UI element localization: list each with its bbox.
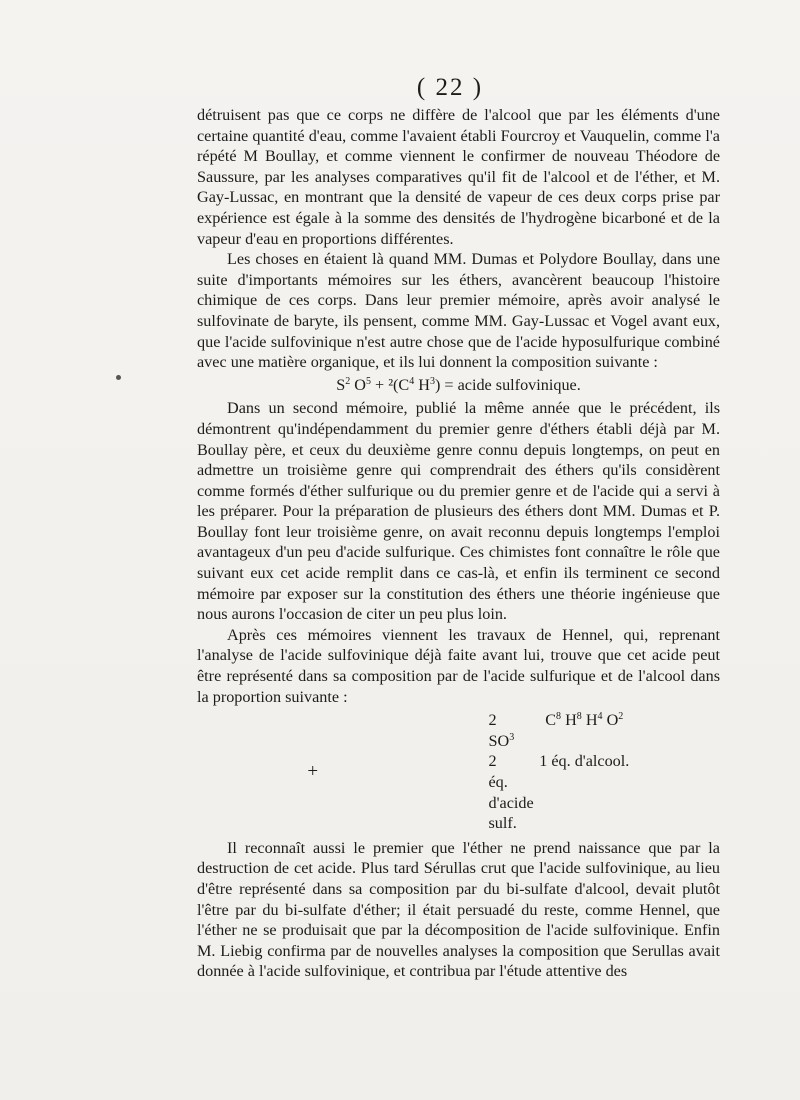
margin-ink-dot	[116, 375, 121, 380]
formula-hennel	[197, 710, 720, 834]
formula-s: S	[336, 375, 346, 394]
formula-o-sup: 5	[365, 375, 371, 387]
formula-right-h2-sup: 4	[597, 711, 603, 723]
formula-right-c: C	[545, 711, 557, 730]
formula-o: O	[350, 375, 366, 394]
paragraph-2: Les choses en étaient là quand MM. Dumas et Polydore Boullay, dans une suite d'importants mémoires sur les éthers, avancèrent beaucoup l'histoire chimique de ces corps. Dans leur premier mémoire, après avoir analysé le sulfovinate de baryte, ils pensent, comme MM. Gay-Lussac et Vogel avant eux, que l'acide sulfovinique n'est autre chose que de l'acide hyposulfurique combiné avec une matière organique, et ils lui donnent la composition suivante :	[197, 250, 720, 372]
formula-left	[429, 710, 515, 751]
formula-rest: ) = acide sulfovinique.	[434, 375, 581, 394]
formula-left-text: 2 SO	[488, 711, 510, 750]
formula-right-o: O	[602, 711, 619, 730]
formula-sulfovinique	[197, 375, 720, 396]
formula-plus: + ²(C	[370, 375, 410, 394]
formula-h-sup: 3	[429, 375, 435, 387]
body-text	[197, 105, 720, 982]
formula-right-h-sup: 8	[576, 711, 582, 723]
formula-c-sup: 4	[409, 375, 415, 387]
formula-right-caption: 1 éq. d'alcool.	[539, 752, 630, 771]
page-number: ( 22 )	[416, 74, 484, 101]
formula-h: H	[414, 375, 430, 394]
formula-s-sup: 2	[345, 375, 351, 387]
formula-right-c-sup: 8	[556, 711, 562, 723]
paragraph-3: Dans un second mémoire, publié la même année que le précédent, ils démontrent qu'indépendamment du premier genre d'éthers établi déjà par M. Boullay père, et ceux du deuxième genre connu depuis longtemps, on peut en admettre un troisième genre qui comprendrait des éthers qu'ils considèrent comme formés d'éther sulfurique ou du premier genre et de l'acide qui a servi à les préparer. Pour la préparation de plusieurs des éthers dont MM. Dumas et P. Boullay font leur troisième genre, on avait reconnu depuis longtemps l'emploi avantageux d'un peu d'acide sulfurique. Ces chimistes font connaître le rôle que suivant eux cet acide remplit dans ce cas-là, et enfin ils terminent ce second mémoire par exposer sur la constitution des éthers une théorie ingénieuse que nous aurons l'occasion de citer un peu plus loin.	[197, 399, 720, 624]
paragraph-5: Il reconnaît aussi le premier que l'éther ne prend naissance que par la destruction de cet acide. Plus tard Sérullas crut que l'acide sulfovinique, au lieu d'être représenté dans sa composition par du bi-sulfate d'alcool, devait plutôt l'être par du bi-sulfate d'éther; il était persuadé du reste, comme Hennel, que l'éther ne se produisait que par la décomposition de l'acide sulfovinique. Enfin M. Liebig confirma par de nouvelles analyses la composition que Serullas avait donnée à l'acide sulfovinique, et contribua par l'étude attentive des	[197, 838, 720, 981]
formula-right	[489, 710, 721, 751]
formula-left-sup: 3	[509, 731, 515, 743]
formula-right-h: H	[561, 711, 577, 730]
formula-right-o-sup: 2	[618, 711, 624, 723]
formula-plus-sign: +	[307, 760, 319, 782]
formula-right-h2: H	[581, 711, 598, 730]
formula-left-caption: 2 éq. d'acide sulf.	[488, 752, 534, 833]
paragraph-1: détruisent pas que ce corps ne diffère de l'alcool que par les éléments d'une certaine quantité d'eau, comme l'avaient établi Fourcroy et Vauquelin, comme l'a répété M Boullay, et comme viennent le confirmer de nouveau Théodore de Saussure, par les analyses comparatives qu'il fit de l'alcool et de l'éther, et M. Gay-Lussac, en montrant que la densité de vapeur de ces deux corps prise par expérience est égale à la somme des densités de l'hydrogène bicarboné et de la vapeur d'eau en proportions différentes.	[197, 106, 720, 248]
paragraph-4: Après ces mémoires viennent les travaux de Hennel, qui, reprenant l'analyse de l'acide sulfovinique déjà faite avant lui, trouve que cet acide peut être représenté dans sa composition par de l'acide sulfurique et de l'alcool dans la proportion suivante :	[197, 625, 720, 706]
